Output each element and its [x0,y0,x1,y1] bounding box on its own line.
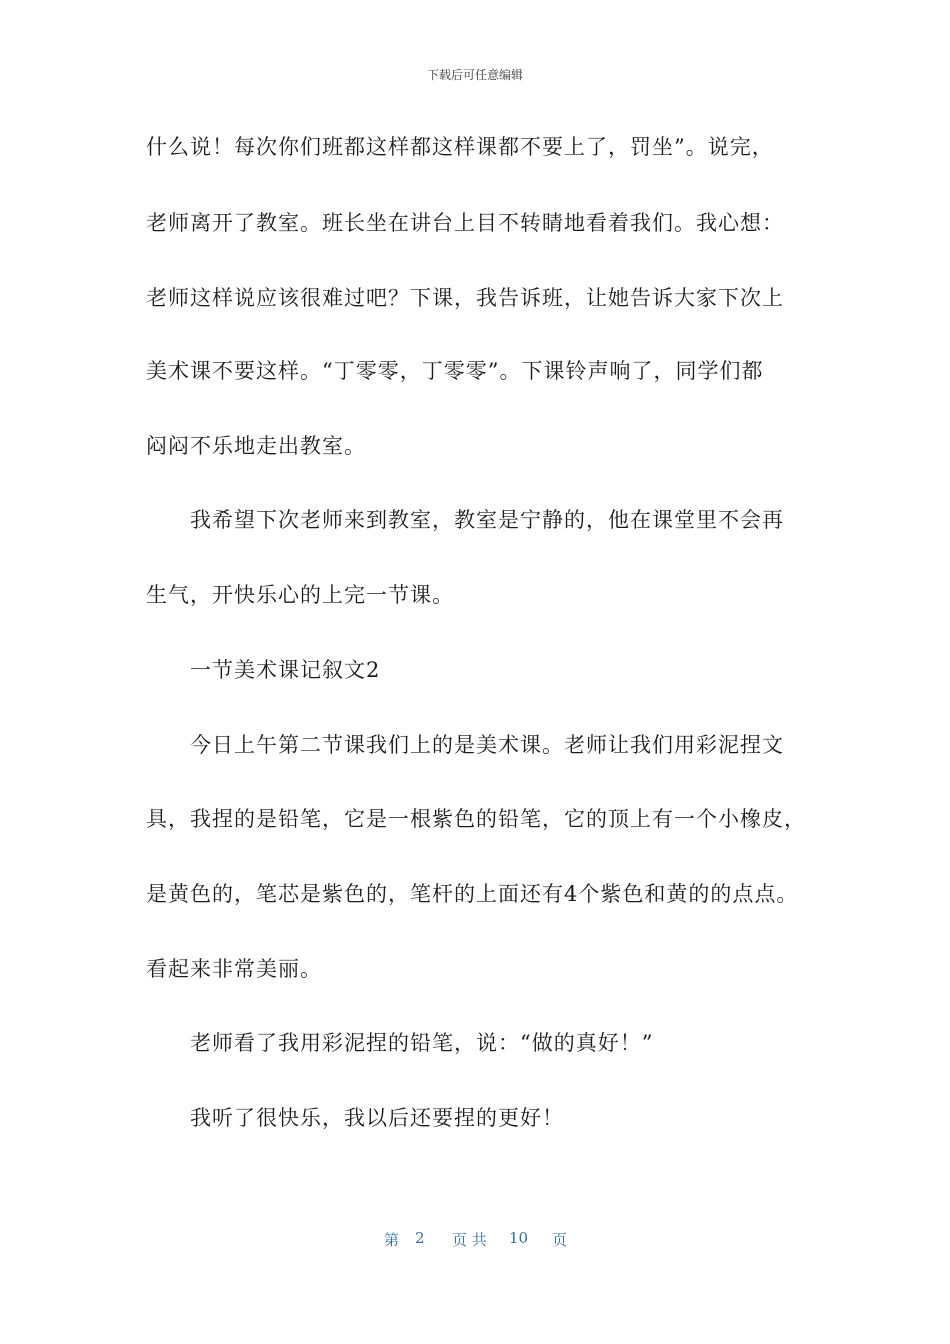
text-line: 老师离开了教室。班长坐在讲台上目不转睛地看着我们。我心想： [146,211,784,235]
text-line: 老师看了我用彩泥捏的铅笔，说：“做的真好！” [190,1031,654,1055]
text-line: 闷闷不乐地走出教室。 [146,434,366,458]
text-line: 什么说！每次你们班都这样都这样课都不要上了，罚坐”。说完， [146,135,774,159]
text-line: 具，我捏的是铅笔，它是一根紫色的铅笔，它的顶上有一个小橡皮， [146,807,806,831]
section-heading: 一节美术课记叙文2 [190,658,381,682]
text-line: 美术课不要这样。“丁零零，丁零零”。下课铃声响了，同学们都 [146,359,764,383]
footer-label-ye: 页 [552,1231,568,1249]
footer-current-page: 2 [415,1229,425,1247]
text-line: 老师这样说应该很难过吧？下课，我告诉班，让她告诉大家下次上 [146,286,784,310]
text-line: 今日上午第二节课我们上的是美术课。老师让我们用彩泥捏文 [190,733,784,757]
text-line: 我希望下次老师来到教室，教室是宁静的，他在课堂里不会再 [190,508,784,532]
text-line: 看起来非常美丽。 [146,957,322,981]
page-footer [0,1229,950,1251]
page-header: 下载后可任意编辑 [426,68,523,82]
footer-label-di: 第 [384,1231,400,1249]
text-line: 我听了很快乐，我以后还要捏的更好！ [190,1106,564,1130]
text-line: 生气，开快乐心的上完一节课。 [146,583,454,607]
footer-label-ye-gong: 页 共 [452,1231,487,1249]
footer-total-pages: 10 [509,1229,529,1247]
text-line: 是黄色的，笔芯是紫色的，笔杆的上面还有4个紫色和黄的的点点。 [146,882,799,906]
